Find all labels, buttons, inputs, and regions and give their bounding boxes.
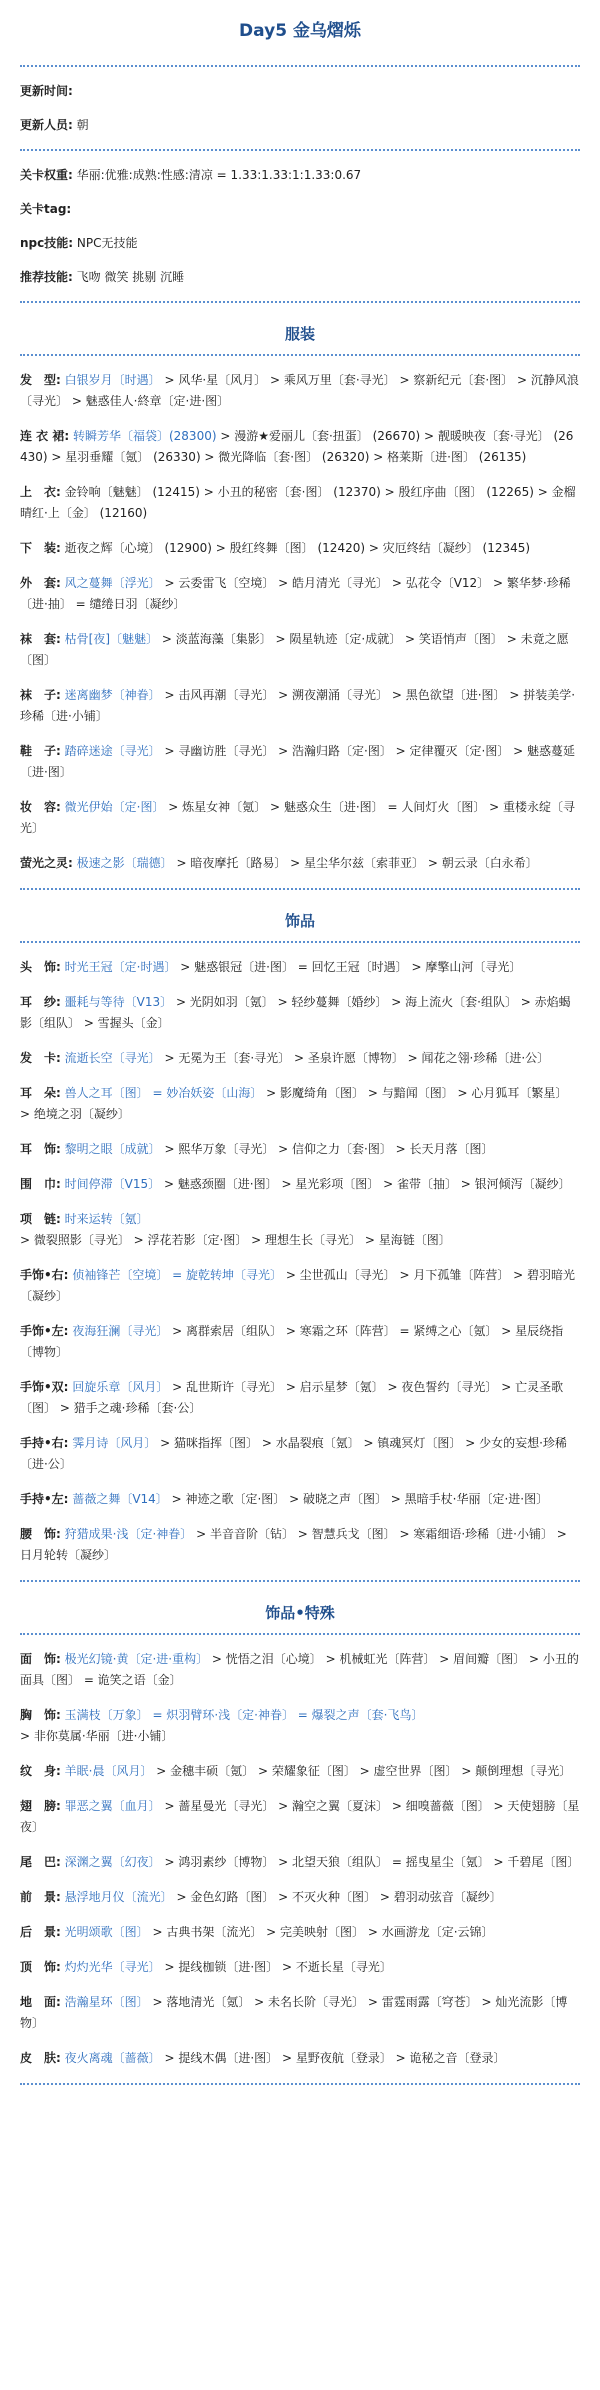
list-item [20,1174,580,1195]
slot-label: 手饰•左: [20,1324,69,1338]
list-item [20,741,580,783]
best-item-link[interactable]: 夜火离魂〔蔷薇〕 [64,2051,161,2065]
alternative-items: > 暗夜摩托〔路易〕 > 星尘华尔兹〔索菲亚〕 > 朝云录〔白永希〕 [172,856,538,870]
list-item [20,629,580,671]
alternative-items: > 鸿羽素纱〔博物〕 > 北望天狼〔组队〕 = 摇曳星尘〔氪〕 > 千碧尾〔图〕 [160,1855,580,1869]
slot-label: 尾 巴: [20,1855,61,1869]
list-item [20,797,580,839]
list-item [20,426,580,468]
slot-label: 翅 膀: [20,1799,61,1813]
npc-label: npc技能: [20,236,74,250]
section-title-special: 饰品•特殊 [265,1604,335,1622]
list-item [20,482,580,524]
alternative-items: > 落地清光〔氪〕 > 未名长阶〔寻光〕 > 雷霆雨露〔穹苍〕 > 灿光流影〔博物〕 [20,1995,568,2030]
list-item [20,1209,580,1251]
alternative-items: > 魅惑颈圈〔进·图〕 > 星光彩项〔图〕 > 雀带〔抽〕 > 银河倾泻〔凝纱〕 [160,1177,571,1191]
recommend-label: 推荐技能: [20,270,73,284]
best-item-link[interactable]: 羊眠·晨〔风月〕 [64,1764,153,1778]
update-person-row [20,115,580,135]
slot-label: 手饰•右: [20,1268,69,1282]
alternative-items: > 炼星女神〔氪〕 > 魅惑众生〔进·图〕 = 人间灯火〔图〕 > 重楼永绽〔寻光〕 [20,800,576,835]
alternative-items: > 无冕为王〔套·寻光〕 > 圣泉许愿〔博物〕 > 闻花之翎·珍稀〔进·公〕 [160,1051,550,1065]
slot-label: 下 装: [20,541,61,555]
alternative-items: 逝夜之辉〔心境〕 (12900) > 殷红终舞〔图〕 (12420) > 灾厄终结〔凝纱〕 (12345) [64,541,531,555]
list-item [20,370,580,412]
update-person-value: 朝 [76,118,89,132]
slot-label: 耳 纱: [20,995,61,1009]
divider [20,888,580,890]
alternative-items: > 熙华万象〔寻光〕 > 信仰之力〔套·图〕 > 长天月落〔图〕 [160,1142,494,1156]
divider [20,65,580,67]
slot-label: 皮 肤: [20,2051,61,2065]
alternative-items: > 半音音阶〔钻〕 > 智慧兵戈〔图〕 > 寒霜细语·珍稀〔进·小铺〕 > 日月轮转〔凝纱〕 [20,1527,567,1562]
best-item-link[interactable]: 灼灼光华〔寻光〕 [64,1960,161,1974]
slot-label: 妆 容: [20,800,61,814]
best-item-link[interactable]: 风之蔓舞〔浮光〕 [64,576,161,590]
best-item-link[interactable]: 侦袖锋芒〔空境〕 = 旋乾转坤〔寻光〕 [72,1268,282,1282]
list-item [20,1992,580,2034]
list-item [20,853,580,874]
page-title: Day5 金乌熠烁 [239,21,361,41]
best-item-link[interactable]: 深渊之翼〔幻夜〕 [64,1855,161,1869]
alternative-items: > 离群索居〔组队〕 > 寒霜之环〔阵营〕 = 紧缚之心〔氪〕 > 星辰绕指〔博物〕 [20,1324,564,1359]
best-item-link[interactable]: 枯骨[夜]〔魅魅〕 [64,632,159,646]
section-title-clothing: 服装 [284,325,315,343]
recommend-value: 飞吻 微笑 挑剔 沉睡 [76,270,185,284]
alternative-items: > 乱世斯许〔寻光〕 > 启示星梦〔氪〕 > 夜色誓约〔寻光〕 > 亡灵圣歌〔图〕 > 猎手之魂·珍稀〔套·公〕 [20,1380,564,1415]
best-item-link[interactable]: 白银岁月〔时遇〕 [64,373,161,387]
best-item-link[interactable]: 黎明之眼〔成就〕 [64,1142,161,1156]
alternative-items: > 漫游★爱丽儿〔套·扭蛋〕 (26670) > 靓暖映夜〔套·寻光〕 (26430) > 星羽垂耀〔氪〕 (26330) > 微光降临〔套·图〕 (26320) > 格莱斯〔进·图〕 (26135) [20,429,574,464]
alternative-items: > 蔷星曼光〔寻光〕 > 瀚空之翼〔夏沫〕 > 细嗅蔷薇〔图〕 > 天使翅膀〔星夜〕 [20,1799,580,1834]
section-title-accessories: 饰品 [284,912,315,930]
list-item [20,1265,580,1307]
slot-label: 纹 身: [20,1764,61,1778]
best-item-link[interactable]: 微光伊始〔定·图〕 [64,800,165,814]
list-item [20,538,580,559]
npc-row [20,233,580,253]
list-item [20,1083,580,1125]
list-item [20,1321,580,1363]
best-item-link[interactable]: 狩猎成果·浅〔定·神眷〕 [64,1527,193,1541]
alternative-items: > 云委雷飞〔空境〕 > 皓月清光〔寻光〕 > 弘花令〔V12〕 > 繁华梦·珍稀〔进·抽〕 = 缱绻日羽〔凝纱〕 [20,576,571,611]
slot-label: 萤光之灵: [20,856,73,870]
alternative-items: > 微裂照影〔寻光〕 > 浮花若影〔定·图〕 > 理想生长〔寻光〕 > 星海链〔图〕 [20,1233,451,1247]
best-item-link[interactable]: 踏碎迷途〔寻光〕 [64,744,161,758]
best-item-link[interactable]: 极光幻镜·黄〔定·进·重构〕 [64,1652,209,1666]
slot-label: 手持•左: [20,1492,69,1506]
slot-label: 项 链: [20,1212,61,1226]
slot-label: 顶 饰: [20,1960,61,1974]
list-item [20,573,580,615]
best-item-link[interactable]: 蔷薇之舞〔V14〕 [72,1492,168,1506]
best-item-link[interactable]: 转瞬芳华〔福袋〕(28300) [72,429,217,443]
list-item [20,1761,580,1782]
recommend-row [20,267,580,287]
best-item-link[interactable]: 回旋乐章〔风月〕 [72,1380,169,1394]
update-time-label: 更新时间: [20,84,73,98]
alternative-items: > 猫咪指挥〔图〕 > 水晶裂痕〔氪〕 > 镇魂冥灯〔图〕 > 少女的妄想·珍稀〔进·公〕 [20,1436,567,1471]
alternative-items: > 淡蓝海藻〔集影〕 > 陨星轨迹〔定·成就〕 > 笑语悄声〔图〕 > 未竟之愿〔图〕 [20,632,569,667]
list-item [20,1377,580,1419]
list-item [20,2048,580,2069]
alternative-items: > 古典书架〔流光〕 > 完美映射〔图〕 > 水画游龙〔定·云锦〕 [148,1925,494,1939]
list-item [20,1433,580,1475]
slot-label: 外 套: [20,576,61,590]
divider [20,2083,580,2085]
slot-label: 围 巾: [20,1177,61,1191]
best-item-link[interactable]: 噩耗与等待〔V13〕 [64,995,173,1009]
alternative-items: > 金穗丰硕〔氪〕 > 荣耀象征〔图〕 > 虚空世界〔图〕 > 颠倒理想〔寻光〕 [152,1764,572,1778]
slot-label: 耳 朵: [20,1086,61,1100]
slot-label: 耳 饰: [20,1142,61,1156]
best-item-link[interactable]: 霁月诗〔风月〕 [72,1436,157,1450]
best-item-link[interactable]: 罪恶之翼〔血月〕 [64,1799,161,1813]
alternative-items: > 恍悟之泪〔心境〕 > 机械虹光〔阵营〕 > 眉间瓣〔图〕 > 小丑的面具〔图〕 = 诡笑之语〔金〕 [20,1652,579,1687]
list-item [20,1649,580,1691]
page [20,0,580,2119]
best-item-link[interactable]: 夜海狂澜〔寻光〕 [72,1324,169,1338]
list-item [20,1705,580,1747]
alternative-items: > 风华·星〔风月〕 > 乘风万里〔套·寻光〕 > 察新纪元〔套·图〕 > 沉静风浪〔寻光〕 > 魅惑佳人·終章〔定·进·图〕 [20,373,579,408]
divider [20,941,580,943]
best-item-link[interactable]: 玉满枝〔万象〕 = 炽羽臂环·浅〔定·神眷〕 = 爆裂之声〔套·飞鸟〕 [64,1708,424,1722]
alternative-items: 金铃响〔魅魅〕 (12415) > 小丑的秘密〔套·图〕 (12370) > 殷红序曲〔图〕 (12265) > 金榴晴红·上〔金〕 (12160) [20,485,576,520]
divider [20,1580,580,1582]
alternative-items: > 提线枷锁〔进·图〕 > 不逝长星〔寻光〕 [160,1960,392,1974]
list-item [20,992,580,1034]
divider [20,301,580,303]
alternative-items: > 魅惑银冠〔进·图〕 = 回忆王冠〔时遇〕 > 摩擎山河〔寻光〕 [176,960,522,974]
npc-value: NPC无技能 [76,236,138,250]
slot-label: 面 饰: [20,1652,61,1666]
update-person-label: 更新人员: [20,118,73,132]
divider [20,149,580,151]
tag-row [20,199,580,219]
best-item-link[interactable]: 兽人之耳〔图〕 = 妙冶妖姿〔山海〕 [64,1086,263,1100]
list-item [20,1852,580,1873]
alternative-items: > 非你莫属·华丽〔进·小铺〕 [20,1729,174,1743]
weight-value: 华丽:优雅:成熟:性感:清凉 = 1.33:1.33:1:1.33:0.67 [76,168,362,182]
slot-label: 发 型: [20,373,61,387]
slot-label: 袜 子: [20,688,61,702]
slot-label: 前 景: [20,1890,61,1904]
divider [20,1633,580,1635]
list-item [20,1524,580,1566]
list-item [20,1957,580,1978]
special-list [20,1649,580,2069]
slot-label: 袜 套: [20,632,61,646]
alternative-items: > 寻幽访胜〔寻光〕 > 浩瀚归路〔定·图〕 > 定律覆灭〔定·图〕 > 魅惑蔓延〔进·图〕 [20,744,576,779]
slot-label: 头 饰: [20,960,61,974]
list-item [20,1139,580,1160]
divider [20,354,580,356]
list-item [20,957,580,978]
alternative-items: > 尘世孤山〔寻光〕 > 月下孤雏〔阵营〕 > 碧羽暗光〔凝纱〕 [20,1268,576,1303]
slot-label: 胸 饰: [20,1708,61,1722]
slot-label: 地 面: [20,1995,61,2009]
best-item-link[interactable]: 时光王冠〔定·时遇〕 [64,960,177,974]
tag-label: 关卡tag: [20,202,72,216]
list-item [20,1796,580,1838]
alternative-items: > 提线木偶〔进·图〕 > 星野夜航〔登录〕 > 诡秘之音〔登录〕 [160,2051,506,2065]
best-item-link[interactable]: 迷离幽梦〔神眷〕 [64,688,161,702]
best-item-link[interactable]: 光明颂歌〔图〕 [64,1925,149,1939]
list-item [20,1922,580,1943]
accessories-list [20,957,580,1566]
alternative-items: > 击风再潮〔寻光〕 > 溯夜潮涌〔寻光〕 > 黑色欲望〔进·图〕 > 拼装美学·珍稀〔进·小铺〕 [20,688,576,723]
list-item [20,685,580,727]
slot-label: 腰 饰: [20,1527,61,1541]
slot-label: 连 衣 裙: [20,429,70,443]
list-item [20,1048,580,1069]
slot-label: 发 卡: [20,1051,61,1065]
best-item-link[interactable]: 流逝长空〔寻光〕 [64,1051,161,1065]
slot-label: 后 景: [20,1925,61,1939]
list-item [20,1489,580,1510]
weight-row [20,165,580,185]
alternative-items: > 金色幻路〔图〕 > 不灭火种〔图〕 > 碧羽动弦音〔凝纱〕 [172,1890,502,1904]
alternative-items: > 影魔绮角〔图〕 > 与黯闻〔图〕 > 心月狐耳〔繁星〕 > 绝境之羽〔凝纱〕 [20,1086,568,1121]
slot-label: 手饰•双: [20,1380,69,1394]
alternative-items: > 神迹之歌〔定·图〕 > 破晓之声〔图〕 > 黑暗手杖·华丽〔定·进·图〕 [167,1492,549,1506]
best-item-link[interactable]: 时间停滞〔V15〕 [64,1177,161,1191]
list-item [20,1887,580,1908]
update-time-row [20,81,580,101]
slot-label: 鞋 子: [20,744,61,758]
best-item-link[interactable]: 时来运转〔氪〕 [64,1212,149,1226]
alternative-items: > 光阴如羽〔氪〕 > 轻纱蔓舞〔婚纱〕 > 海上流火〔套·组队〕 > 赤焰蝎影〔组队〕 > 雪握头〔金〕 [20,995,571,1030]
best-item-link[interactable]: 悬浮地月仪〔流光〕 [64,1890,173,1904]
clothing-list [20,370,580,874]
best-item-link[interactable]: 浩瀚星环〔图〕 [64,1995,149,2009]
best-item-link[interactable]: 极速之影〔瑞德〕 [76,856,173,870]
slot-label: 手持•右: [20,1436,69,1450]
slot-label: 上 衣: [20,485,61,499]
weight-label: 关卡权重: [20,168,73,182]
